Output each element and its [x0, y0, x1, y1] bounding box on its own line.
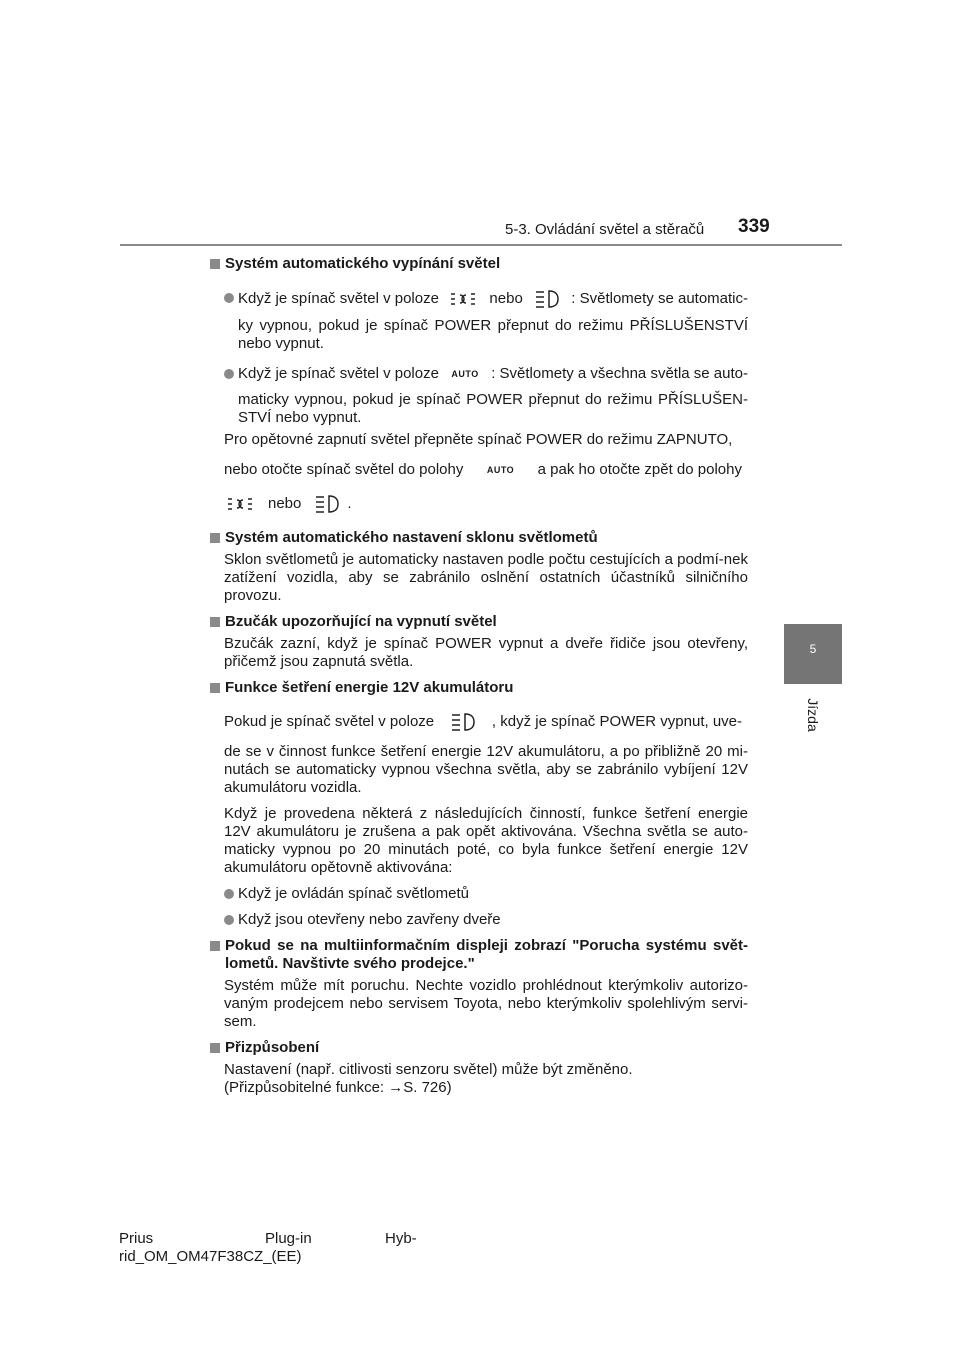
auto-icon: AUTO	[486, 465, 515, 475]
section-heading: Bzučák upozorňující na vypnutí světel	[210, 613, 748, 631]
footer: Prius Plug-in Hyb- rid_OM_OM47F38CZ_(EE)	[119, 1230, 417, 1265]
square-bullet-icon	[210, 259, 220, 269]
headlights-icon	[533, 289, 561, 309]
headlights-icon	[449, 712, 477, 732]
bullet-dot-icon	[224, 369, 234, 379]
paragraph: Pokud je spínač světel v poloze , když je spínač POWER vypnut, uve-	[224, 713, 742, 730]
list-item: Když je ovládán spínač světlometů	[224, 885, 748, 903]
bullet-dot-icon	[224, 293, 234, 303]
square-bullet-icon	[210, 941, 220, 951]
paragraph: nebo otočte spínač světel do polohy AUTO a pak ho otočte zpět do polohy	[224, 461, 742, 478]
bullet-dot-icon	[224, 889, 234, 899]
tail-lights-icon	[449, 290, 479, 308]
section-heading: Pokud se na multiinformačním displeji zobrazí "Porucha systému svět-lometů. Navštivte svého prodejce."	[210, 937, 748, 973]
header-rule	[120, 244, 842, 246]
list-item: Když je spínač světel v poloze nebo : Světlomety se automatic- ky vypnou, pokud je spínač POWER přepnut do režimu PŘÍSLUŠENSTVÍ nebo vypnut.	[224, 289, 748, 353]
auto-icon: AUTO	[451, 369, 479, 379]
square-bullet-icon	[210, 617, 220, 627]
chapter-label: Jízda	[805, 698, 821, 732]
section-heading: Systém automatického nastavení sklonu světlometů	[210, 529, 748, 547]
header-section-title: 5-3. Ovládání světel a stěračů	[505, 221, 705, 238]
list-item: Když jsou otevřeny nebo zavřeny dveře	[224, 911, 748, 929]
page-body: Systém automatického vypínání světel Když je spínač světel v poloze nebo : Světlomety se automatic- ky vypnou, pokud je spínač POWER přepnut do režimu PŘÍSLUŠENSTVÍ nebo vypnut. Když je spínač světel v poloze AUTO : Světlomety a všechna světla se auto- maticky vypnou, pokud je spínač POWER přepnut do režimu PŘÍSLUŠEN-STVÍ nebo vypnut. Pro opětovné zapnutí světel přepněte spínač POWER do režimu ZAPNUTO, nebo otočte spínač světel do polohy AUTO a pak ho otočte zpět do polohy nebo . Systém automatického nastavení sklonu světlometů Sklon světlometů je automaticky nastaven podle počtu cestujících a podmí-nek zatížení vozidla, aby se zabránilo oslnění ostatních účastníků silničního provozu. Bzučák upozorňující na vypnutí světel Bzučák zazní, když je spínač POWER vypnut a dveře řidiče jsou otevřeny, přičemž jsou zapnutá světla. Funkce šetření energie 12V akumulátoru Pokud je spínač světel v poloze , když je spínač POWER vypnut, uve- de se v činnost funkce šetření energie 12V akumulátoru, a po přibližně 20 mi-nutách se automaticky vypnou všechna světla, aby se zabránilo vybíjení 12V akumulátoru vozidla. Když je provedena některá z následujících činností, funkce šetření energie 12V akumulátoru je zrušena a pak opět aktivována. Všechna světla se auto-maticky vypnou po 20 minutách poté, co byla funkce šetření energie 12V akumulátoru opětovně aktivována: Když je ovládán spínač světlometů Když jsou otevřeny nebo zavřeny dveře Pokud se na multiinformačním displeji zobrazí "Porucha systému svět-lometů. Navštivte svého prodejce." Systém může mít poruchu. Nechte vozidlo prohlédnout kterýmkoliv autorizo-vaným prodejcem nebo servisem Toyota, nebo kterýmkoliv spolehlivým servi-sem. Přizpůsobení Nastavení (např. citlivosti senzoru světel) může být změněno. (Přizpůsobitelné funkce: →S. 726)	[210, 255, 748, 1097]
headlights-icon	[313, 494, 341, 514]
section-heading: Funkce šetření energie 12V akumulátoru	[210, 679, 748, 697]
chapter-tab	[784, 624, 842, 684]
section-heading: Systém automatického vypínání světel	[210, 255, 748, 273]
list-item: Když je spínač světel v poloze AUTO : Světlomety a všechna světla se auto- maticky vypnou, pokud je spínač POWER přepnut do režimu PŘÍSLUŠEN-STVÍ nebo vypnut.	[224, 365, 748, 427]
paragraph: nebo .	[224, 491, 748, 517]
section-heading: Přizpůsobení	[210, 1039, 748, 1057]
square-bullet-icon	[210, 683, 220, 693]
bullet-dot-icon	[224, 915, 234, 925]
page-number: 339	[738, 216, 770, 237]
tail-lights-icon	[226, 495, 256, 513]
square-bullet-icon	[210, 1043, 220, 1053]
square-bullet-icon	[210, 533, 220, 543]
chapter-number: 5	[809, 642, 817, 656]
